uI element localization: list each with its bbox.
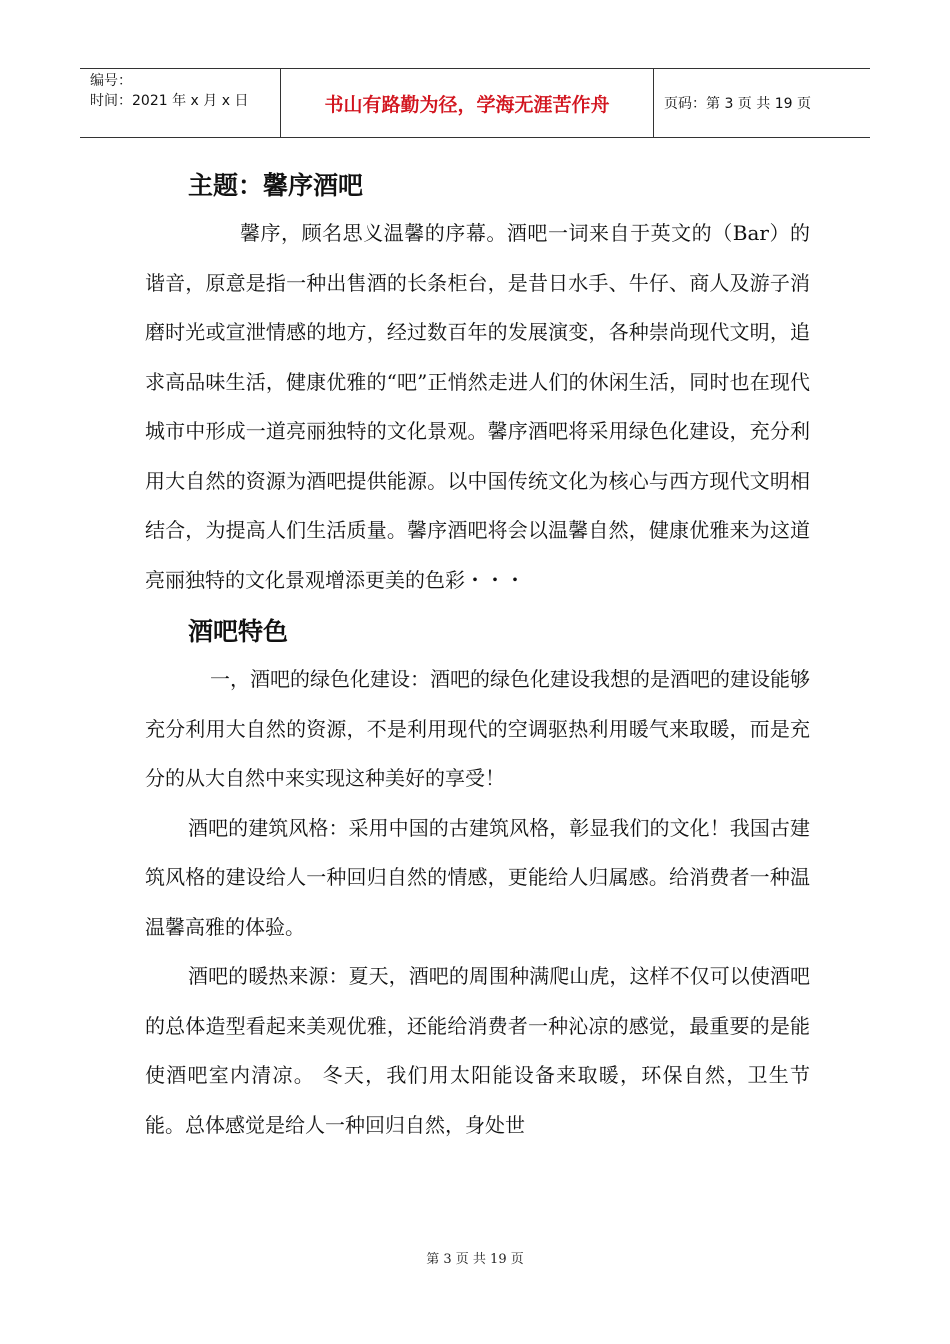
heating-paragraph: 酒吧的暖热来源：夏天，酒吧的周围种满爬山虎，这样不仅可以使酒吧的总体造型看起来美观优雅，还能给消费者一种沁凉的感觉，最重要的是能使酒吧室内清凉。 冬天，我们用太阳能设备来取暖，环保自然，卫生节能。总体感觉是给人一种回归自然，身处世 xyxy=(145,964,810,1137)
green-building-block xyxy=(145,655,810,804)
footer-page-number: 第 3 页 共 19 页 xyxy=(426,1252,524,1267)
document-header xyxy=(80,68,870,138)
document-body xyxy=(145,163,810,1150)
intro-paragraph-block xyxy=(145,209,810,605)
header-page-cell xyxy=(654,69,870,137)
motto-text: 书山有路勤为径，学海无涯苦作舟 xyxy=(324,93,610,116)
header-meta-cell xyxy=(80,69,281,137)
document-title: 主题：馨序酒吧 xyxy=(188,171,364,200)
heating-block xyxy=(145,952,810,1150)
header-motto-cell xyxy=(281,69,654,137)
page-info: 页码：第 3 页 共 19 页 xyxy=(664,96,811,112)
section-heading: 酒吧特色 xyxy=(188,617,289,646)
green-building-paragraph: 一，酒吧的绿色化建设：酒吧的绿色化建设我想的是酒吧的建设能够充分利用大自然的资源，不是利用现代的空调驱热利用暖气来取暖，而是充分的从大自然中来实现这种美好的享受！ xyxy=(145,667,810,790)
architecture-block xyxy=(145,804,810,953)
intro-paragraph: 馨序，顾名思义温馨的序幕。酒吧一词来自于英文的（Bar）的谐音，原意是指一种出售酒的长条柜台，是昔日水手、牛仔、商人及游子消磨时光或宣泄情感的地方，经过数百年的发展演变，各种崇尚现代文明，追求高品味生活，健康优雅的“吧”正悄然走进人们的休闲生活，同时也在现代城市中形成一道亮丽独特的文化景观。馨序酒吧将采用绿色化建设，充分利用大自然的资源为酒吧提供能源。以中国传统文化为核心与西方现代文明相结合，为提高人们生活质量。馨序酒吧将会以温馨自然，健康优雅来为这道亮丽独特的文化景观增添更美的色彩・・・ xyxy=(145,221,810,592)
number-label: 编号： xyxy=(90,73,132,89)
architecture-paragraph: 酒吧的建筑风格：采用中国的古建筑风格，彰显我们的文化！我国古建筑风格的建设给人一种回归自然的情感，更能给人归属感。给消费者一种温温馨高雅的体验。 xyxy=(145,815,810,939)
time-label: 时间：2021 年 x 月 x 日 xyxy=(90,93,249,109)
page-footer xyxy=(0,1248,950,1267)
